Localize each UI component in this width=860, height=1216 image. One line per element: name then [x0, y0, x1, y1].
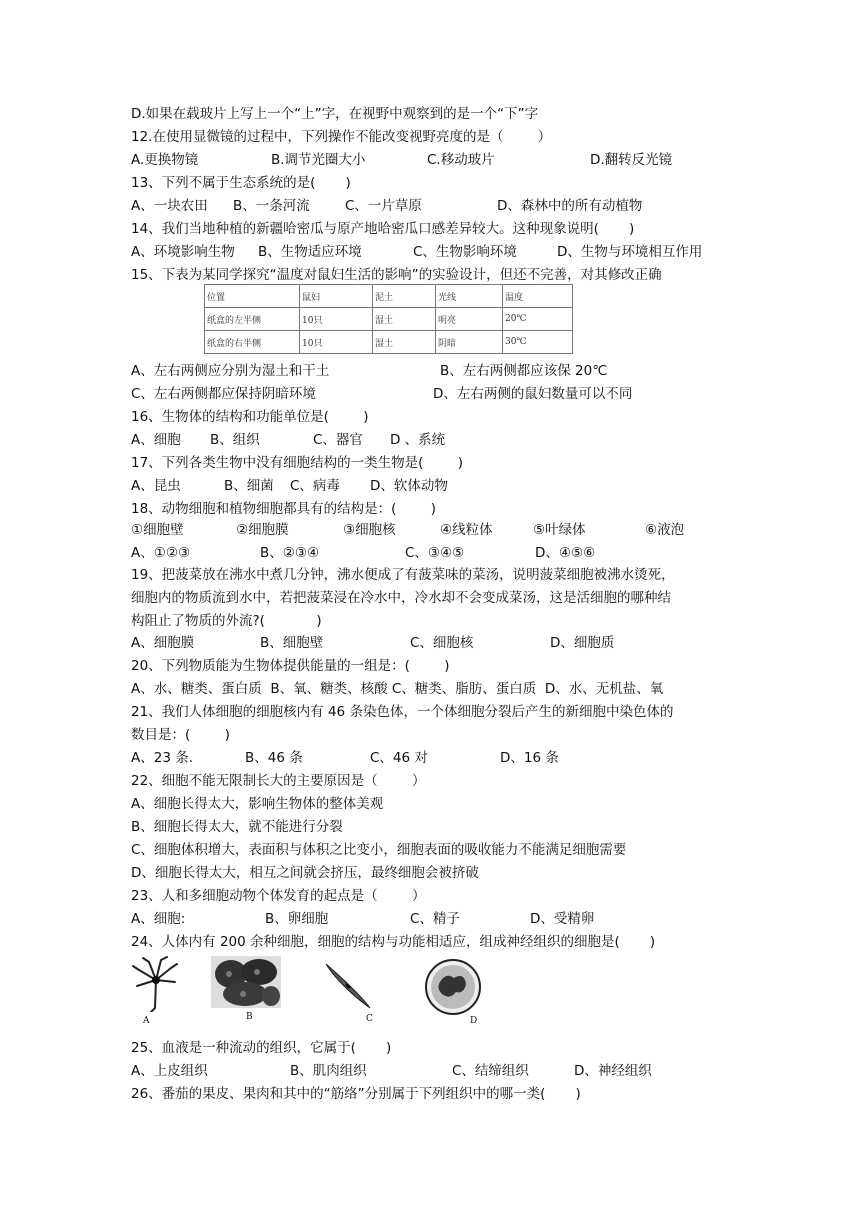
q23-stem: 23、人和多细胞动物个体发育的起点是（ ） [131, 888, 426, 904]
table-cell: 20℃ [503, 308, 573, 331]
figure-label-b: B [246, 1012, 253, 1022]
table-row [205, 308, 573, 331]
table-row [205, 331, 573, 354]
q22-option-d: D、细胞长得太大，相互之间就会挤压，最终细胞会被挤破 [131, 865, 479, 881]
q22-option-a: A、细胞长得太大，影响生物体的整体美观 [131, 796, 384, 812]
q15-option-b: B、左右两侧都应该保 20℃ [440, 363, 608, 379]
table-cell: 湿土 [373, 308, 436, 331]
q19-option-a: A、细胞膜 [131, 635, 195, 651]
table-cell: 纸盒的左半侧 [205, 308, 300, 331]
q16-option-b: B、组织 [210, 432, 260, 448]
q23-option-b: B、卵细胞 [265, 911, 329, 927]
q13-option-c: C、一片草原 [345, 198, 422, 214]
q15-option-c: C、左右两侧都应保持阴暗环境 [131, 386, 316, 402]
q19-option-c: C、细胞核 [410, 635, 474, 651]
q12-stem: 12.在使用显微镜的过程中，下列操作不能改变视野亮度的是（ ） [131, 129, 552, 145]
figure-label-a: A [143, 1016, 150, 1026]
q17-option-d: D、软体动物 [370, 478, 448, 494]
q18-stem: 18、动物细胞和植物细胞都具有的结构是：( ) [131, 501, 437, 517]
q19-option-d: D、细胞质 [550, 635, 615, 651]
q19-stem: 19、把菠菜放在沸水中煮几分钟，沸水便成了有菠菜味的菜汤，说明菠菜细胞被沸水烫死， [131, 567, 675, 583]
q12-option-a: A.更换物镜 [131, 152, 199, 168]
table-cell: 10只 [300, 308, 373, 331]
q18-item: ①细胞壁 [131, 522, 184, 538]
q23-option-c: C、精子 [410, 911, 460, 927]
muscle-cell-figure [322, 962, 374, 1010]
q15-stem: 15、下表为某同学探究“温度对鼠妇生活的影响”的实验设计，但还不完善，对其修改正确 [131, 267, 662, 283]
q13-option-d: D、森林中的所有动植物 [497, 198, 643, 214]
q18-option-c: C、③④⑤ [405, 545, 465, 561]
q15-option-a: A、左右两侧应分别为湿土和干土 [131, 363, 330, 379]
figure-label-d: D [470, 1016, 478, 1026]
q18-item: ②细胞膜 [236, 522, 289, 538]
q25-option-a: A、上皮组织 [131, 1063, 208, 1079]
q22-option-b: B、细胞长得太大，就不能进行分裂 [131, 819, 343, 835]
q18-item: ⑥液泡 [645, 522, 685, 538]
q16-stem: 16、生物体的结构和功能单位是( ) [131, 409, 369, 425]
q14-option-d: D、生物与环境相互作用 [557, 244, 703, 260]
table-header: 鼠妇 [300, 285, 373, 308]
table-header-row [205, 285, 573, 308]
q16-option-c: C、器官 [313, 432, 363, 448]
table-cell: 湿土 [373, 331, 436, 354]
q25-stem: 25、血液是一种流动的组织，它属于( ) [131, 1040, 392, 1056]
q21-option-d: D、16 条 [500, 750, 559, 766]
q18-item: ⑤叶绿体 [533, 522, 586, 538]
q13-stem: 13、下列不属于生态系统的是( ) [131, 175, 351, 191]
table-header: 位置 [205, 285, 300, 308]
q14-stem: 14、我们当地种植的新疆哈密瓜与原产地哈密瓜口感差异较大。这种现象说明( ) [131, 221, 635, 237]
q25-option-c: C、结缔组织 [452, 1063, 529, 1079]
q11-option-d: D.如果在载玻片上写上一个“上”字，在视野中观察到的是一个“下”字 [131, 106, 539, 122]
table-cell: 30℃ [503, 331, 573, 354]
q16-option-d: D 、系统 [390, 432, 446, 448]
q18-option-b: B、②③④ [260, 545, 320, 561]
q14-option-c: C、生物影响环境 [413, 244, 517, 260]
q13-option-a: A、一块农田 [131, 198, 208, 214]
q17-option-b: B、细菌 [224, 478, 274, 494]
table-header: 温度 [503, 285, 573, 308]
table-header: 光线 [436, 285, 503, 308]
q21-stem: 21、我们人体细胞的细胞核内有 46 条染色体，一个体细胞分裂后产生的新细胞中染色体的 [131, 704, 674, 720]
q17-option-c: C、病毒 [290, 478, 340, 494]
experiment-table [204, 284, 573, 354]
q22-option-c: C、细胞体积增大，表面积与体积之比变小，细胞表面的吸收能力不能满足细胞需要 [131, 842, 627, 858]
blood-cell-figure [424, 958, 482, 1016]
q18-item: ④线粒体 [440, 522, 493, 538]
q26-stem: 26、番茄的果皮、果肉和其中的“筋络”分别属于下列组织中的哪一类( ) [131, 1086, 581, 1102]
q17-stem: 17、下列各类生物中没有细胞结构的一类生物是( ) [131, 455, 464, 471]
q25-option-b: B、肌肉组织 [290, 1063, 367, 1079]
q19-stem: 构阻止了物质的外流?( ) [131, 613, 322, 629]
q21-stem: 数目是：( ) [131, 727, 230, 743]
q13-option-b: B、一条河流 [233, 198, 310, 214]
figure-label-c: C [366, 1014, 373, 1024]
table-cell: 明亮 [436, 308, 503, 331]
q17-option-a: A、昆虫 [131, 478, 181, 494]
q22-stem: 22、细胞不能无限制长大的主要原因是（ ） [131, 773, 426, 789]
q23-option-d: D、受精卵 [530, 911, 595, 927]
q16-option-a: A、细胞 [131, 432, 181, 448]
q19-stem: 细胞内的物质流到水中，若把菠菜浸在冷水中，冷水却不会变成菜汤，这是活细胞的哪种结 [131, 590, 671, 606]
q12-option-d: D.翻转反光镜 [590, 152, 673, 168]
q20-options: A、水、糖类、蛋白质 B、氧、糖类、核酸 C、糖类、脂肪、蛋白质 D、水、无机盐、氧 [131, 681, 664, 697]
q18-option-a: A、①②③ [131, 545, 191, 561]
q12-option-b: B.调节光圈大小 [271, 152, 366, 168]
q12-option-c: C.移动玻片 [427, 152, 495, 168]
q14-option-a: A、环境影响生物 [131, 244, 235, 260]
q18-option-d: D、④⑤⑥ [535, 545, 596, 561]
q15-option-d: D、左右两侧的鼠妇数量可以不同 [433, 386, 633, 402]
q21-option-b: B、46 条 [245, 750, 303, 766]
table-cell: 10只 [300, 331, 373, 354]
q21-option-a: A、23 条. [131, 750, 193, 766]
neuron-cell-figure [131, 956, 181, 1012]
table-cell: 阴暗 [436, 331, 503, 354]
q23-option-a: A、细胞: [131, 911, 186, 927]
q20-stem: 20、下列物质能为生物体提供能量的一组是：( ) [131, 658, 450, 674]
table-header: 泥土 [373, 285, 436, 308]
q18-item: ③细胞核 [343, 522, 396, 538]
q24-stem: 24、人体内有 200 余种细胞，细胞的结构与功能相适应，组成神经组织的细胞是( ) [131, 934, 656, 950]
epithelial-cell-figure [211, 956, 281, 1008]
table-cell: 纸盒的右半侧 [205, 331, 300, 354]
q25-option-d: D、神经组织 [574, 1063, 652, 1079]
q19-option-b: B、细胞壁 [260, 635, 324, 651]
q14-option-b: B、生物适应环境 [258, 244, 362, 260]
q21-option-c: C、46 对 [370, 750, 428, 766]
